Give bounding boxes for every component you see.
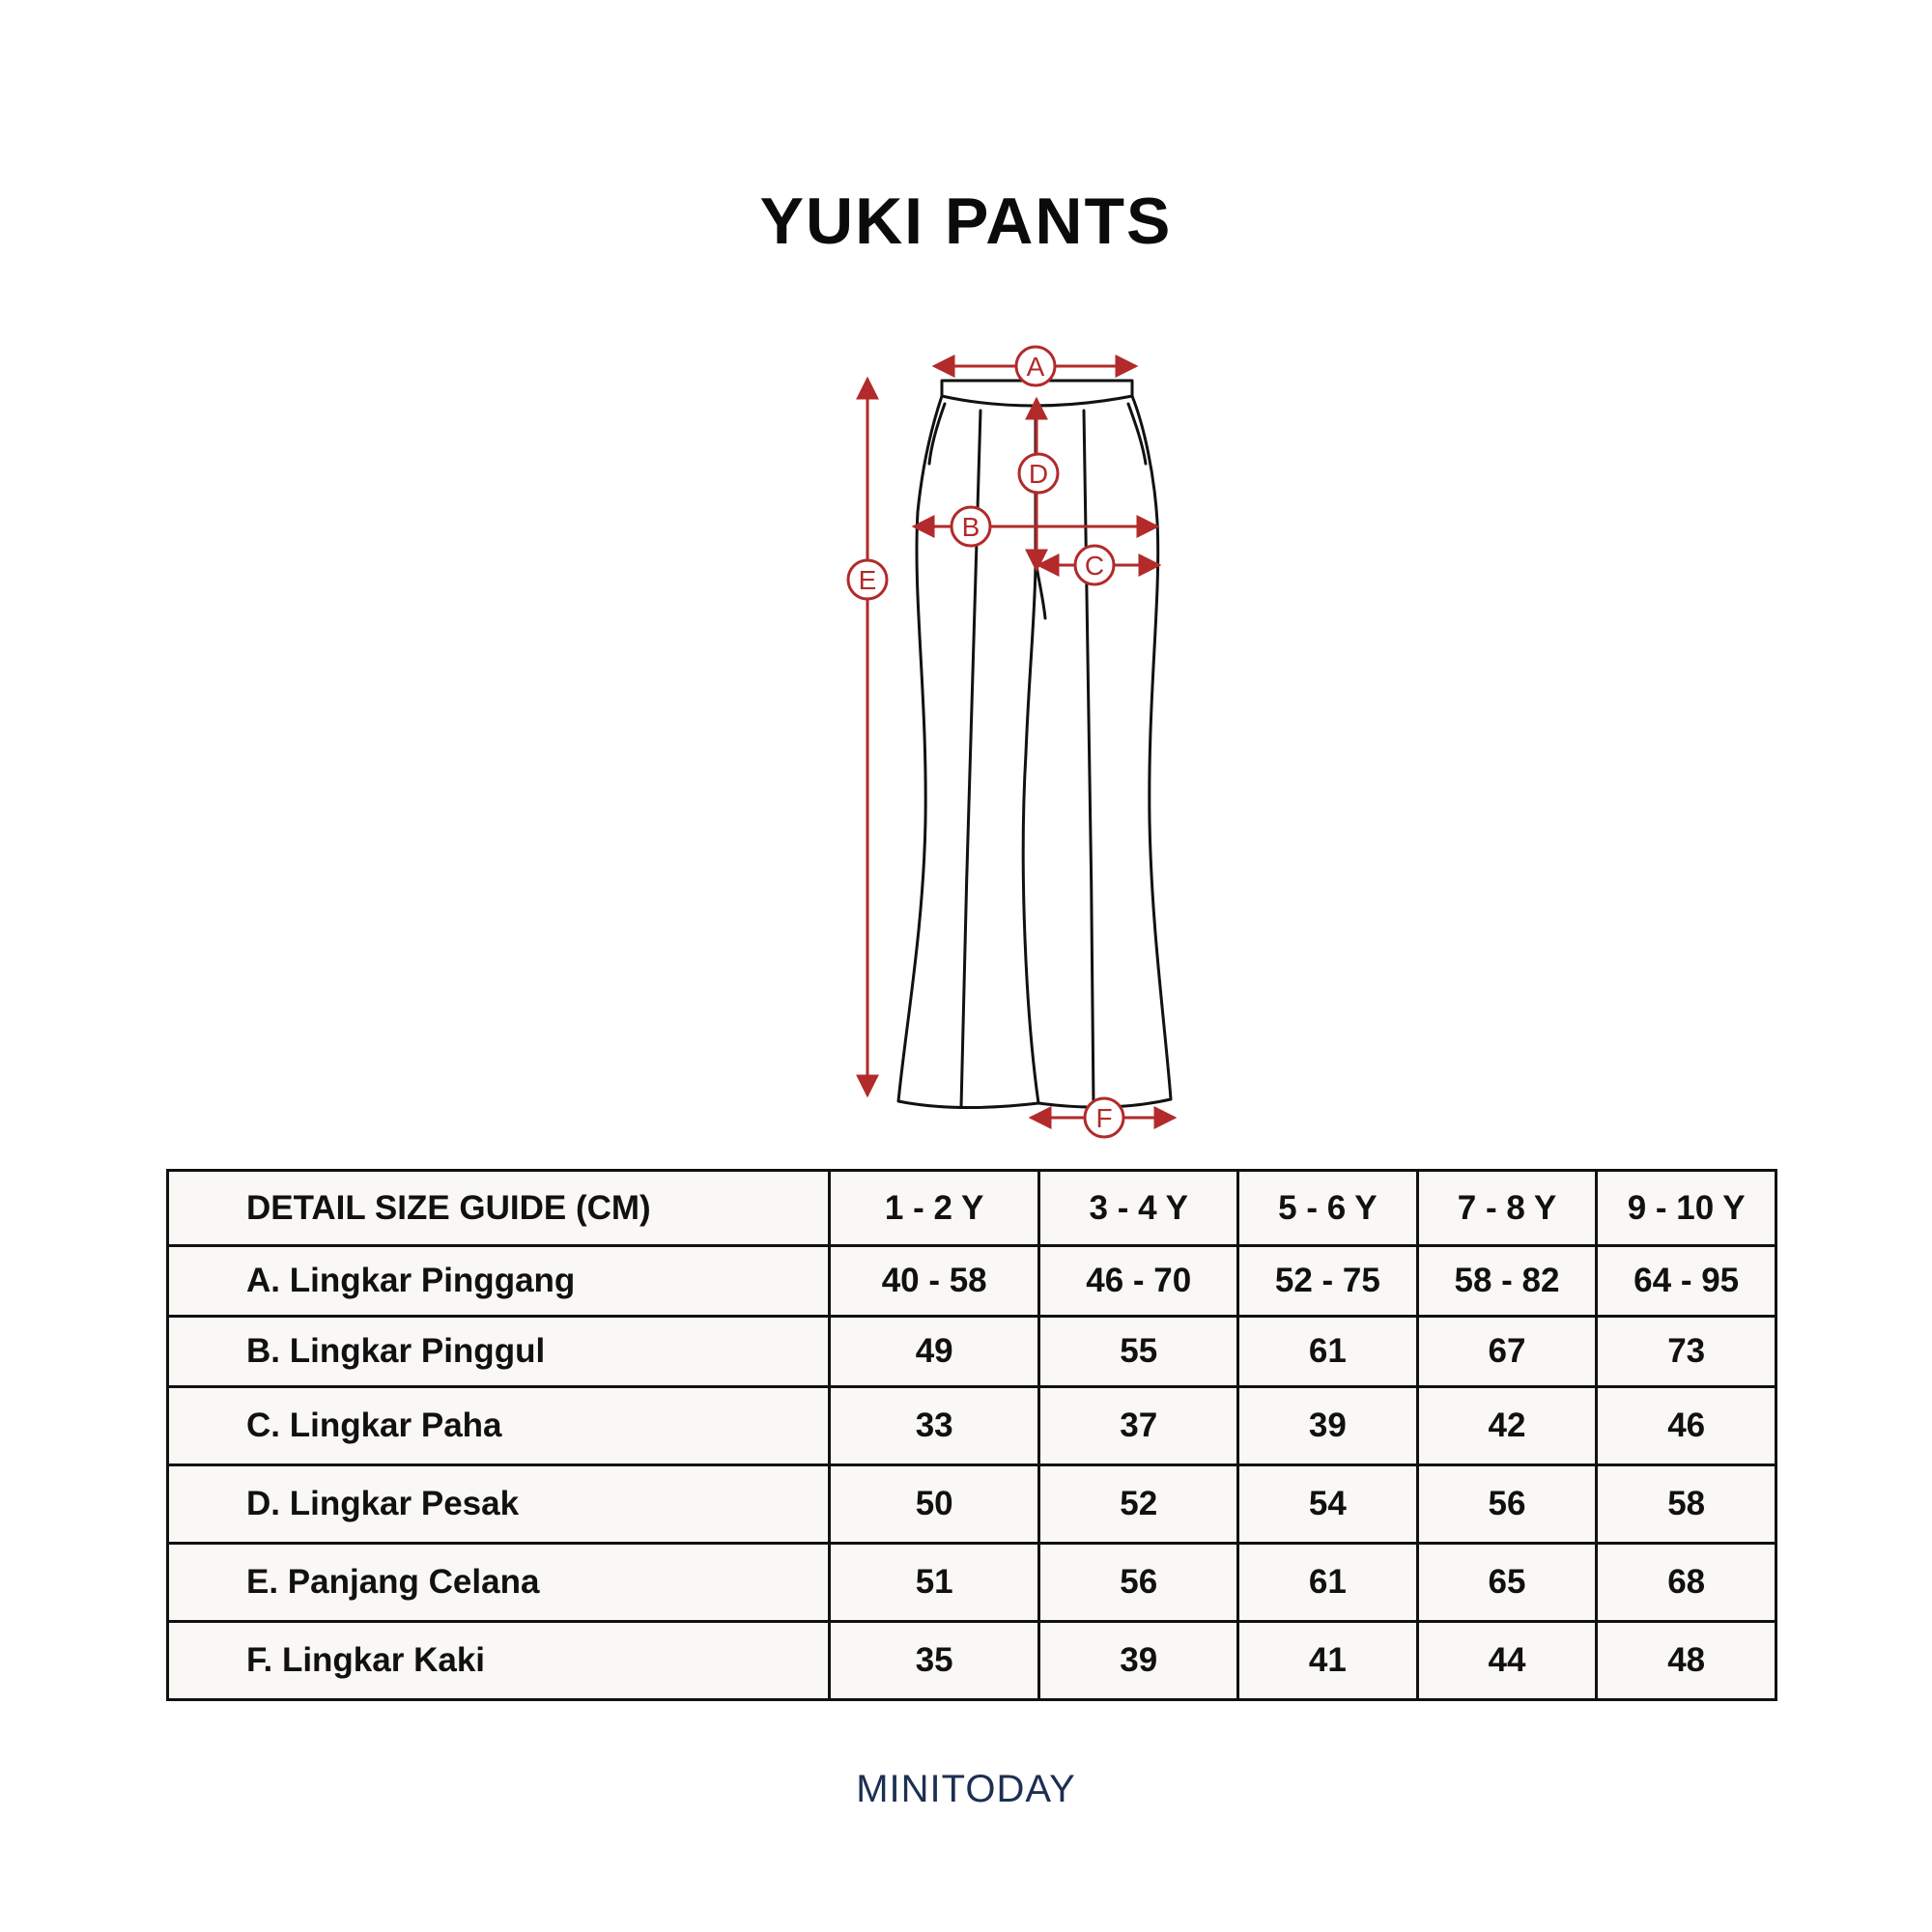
table-cell: 42 [1417,1387,1597,1465]
label-b-badge [952,507,990,546]
table-cell: 35 [829,1622,1039,1700]
label-e: E [858,565,877,595]
table-cell: 61 [1238,1317,1418,1387]
table-cell: 56 [1417,1465,1597,1544]
label-f-badge [1085,1098,1123,1137]
table-cell: 49 [829,1317,1039,1387]
table-header-label: DETAIL SIZE GUIDE (CM) [168,1171,830,1246]
table-row [168,1317,1776,1387]
left-leg [898,396,1038,1108]
table-cell: 56 [1039,1544,1238,1622]
label-e-badge [848,560,887,599]
table-cell: 46 [1597,1387,1776,1465]
table-row [168,1387,1776,1465]
label-d: D [1028,459,1049,489]
size-header: 7 - 8 Y [1417,1171,1597,1246]
table-cell: 44 [1417,1622,1597,1700]
table-cell: 40 - 58 [829,1246,1039,1317]
table-cell: 54 [1238,1465,1418,1544]
row-label: D. Lingkar Pesak [168,1465,830,1544]
table-cell: 46 - 70 [1039,1246,1238,1317]
right-crease [1084,411,1094,1107]
size-header: 1 - 2 Y [829,1171,1039,1246]
size-header: 5 - 6 Y [1238,1171,1418,1246]
row-label: C. Lingkar Paha [168,1387,830,1465]
table-row [168,1544,1776,1622]
row-label: B. Lingkar Pinggul [168,1317,830,1387]
table-cell: 61 [1238,1544,1418,1622]
size-header: 3 - 4 Y [1039,1171,1238,1246]
brand-logo: MINITODAY [856,1768,1076,1810]
label-a: A [1026,352,1045,382]
size-header: 9 - 10 Y [1597,1171,1776,1246]
table-cell: 58 - 82 [1417,1246,1597,1317]
table-cell: 64 - 95 [1597,1246,1776,1317]
table-header-row [168,1171,1776,1246]
table-cell: 41 [1238,1622,1418,1700]
table-row [168,1465,1776,1544]
table-cell: 37 [1039,1387,1238,1465]
label-b: B [961,512,980,542]
table-cell: 68 [1597,1544,1776,1622]
row-label: E. Panjang Celana [168,1544,830,1622]
table-row [168,1622,1776,1700]
row-label: F. Lingkar Kaki [168,1622,830,1700]
table-cell: 48 [1597,1622,1776,1700]
table-row [168,1246,1776,1317]
table-cell: 55 [1039,1317,1238,1387]
table-cell: 39 [1039,1622,1238,1700]
label-a-badge [1016,347,1055,385]
table-cell: 51 [829,1544,1039,1622]
label-f: F [1095,1103,1113,1133]
table-cell: 52 [1039,1465,1238,1544]
right-leg [1038,396,1171,1107]
label-d-badge [1019,454,1058,493]
size-guide-table [166,1169,1777,1701]
table-cell: 52 - 75 [1238,1246,1418,1317]
table-cell: 50 [829,1465,1039,1544]
row-label: A. Lingkar Pinggang [168,1246,830,1317]
label-c: C [1084,551,1105,581]
table-cell: 73 [1597,1317,1776,1387]
table-cell: 58 [1597,1465,1776,1544]
table-cell: 65 [1417,1544,1597,1622]
label-c-badge [1075,546,1114,584]
table-cell: 33 [829,1387,1039,1465]
page-title: YUKI PANTS [759,185,1173,258]
label-badges [848,347,1123,1137]
table-cell: 39 [1238,1387,1418,1465]
table-cell: 67 [1417,1317,1597,1387]
